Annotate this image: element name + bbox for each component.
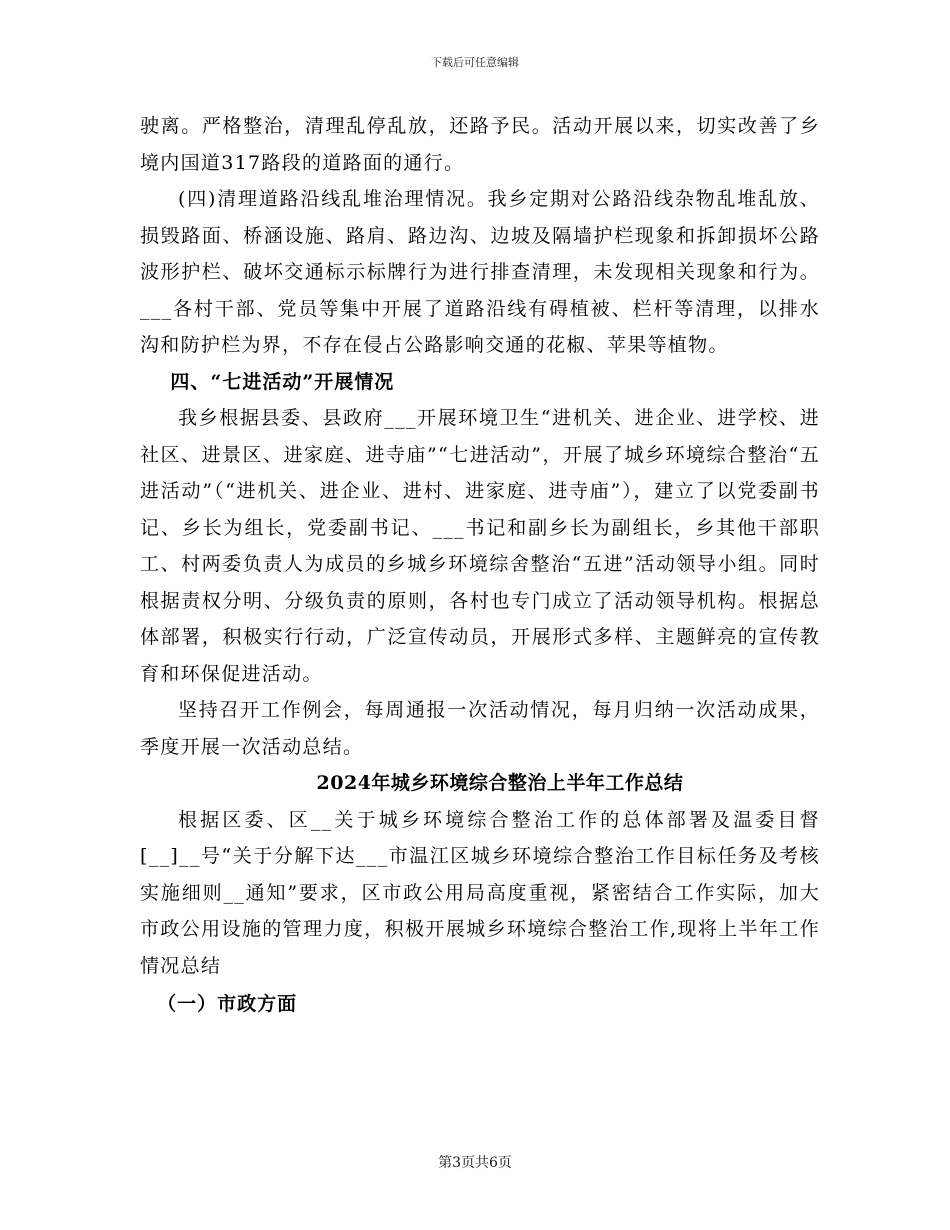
paragraph-seven-activities: 我乡根据县委、县政府___开展环境卫生“进机关、进企业、进学校、进社区、进景区、进家庭、进寺庙”“七进活动”，开展了城乡环境综合整治“五进活动”（“进机关、进企业、进村、进家庭、进寺庙”），建立了以党委副书记、乡长为组长，党委副书记、___书记和副乡长为副组长，乡其他干部职工、村两委负责人为成员的乡城乡环境综舍整治“五进”活动领导小组。同时根据责权分明、分级负责的原则，各村也专门成立了活动领导机构。根据总体部署，积极实行行动，广泛宣传动员，开展形式多样、主题鲜亮的宣传教育和环保促进活动。: [140, 407, 820, 685]
subheading-municipal: （一）市政方面: [157, 993, 298, 1015]
paragraph-roadside-clearing: (四)清理道路沿线乱堆治理情况。我乡定期对公路沿线杂物乱堆乱放、损毁路面、桥涵设施、路肩、路边沟、边坡及隔墙护栏现象和拆卸损坏公路波形护栏、破坏交通标示标牌行为进行排查清理，未发现相关现象和行为。___各村干部、党员等集中开展了道路沿线有碍植被、栏杆等清理，以排水沟和防护栏为界，不存在侵占公路影响交通的花椒、苹果等植物。: [140, 188, 820, 356]
document-title: 2024年城乡环境综合整治上半年工作总结: [316, 772, 684, 794]
paragraph-work-meetings: 坚持召开工作例会，每周通报一次活动情况，每月归纳一次活动成果，季度开展一次活动总结。: [140, 699, 820, 758]
page-footer: 第3页共6页: [438, 1155, 512, 1171]
document-body: [140, 108, 820, 1023]
paragraph-road-closing: 驶离。严格整治，清理乱停乱放，还路予民。活动开展以来，切实改善了乡境内国道317路段的道路面的通行。: [140, 115, 820, 174]
page-header: 下载后可任意编辑: [431, 56, 519, 69]
paragraph-summary-intro: 根据区委、区__关于城乡环境综合整治工作的总体部署及温委目督[__]__号“关于分解下达___市温江区城乡环境综合整治工作目标任务及考核实施细则__通知”要求，区市政公用局高度重视，紧密结合工作实际，加大市政公用设施的管理力度，积极开展城乡环境综合整治工作,现将上半年工作情况总结: [140, 808, 820, 977]
section-heading-seven-activities: 四、“七进活动”开展情况: [170, 370, 395, 393]
